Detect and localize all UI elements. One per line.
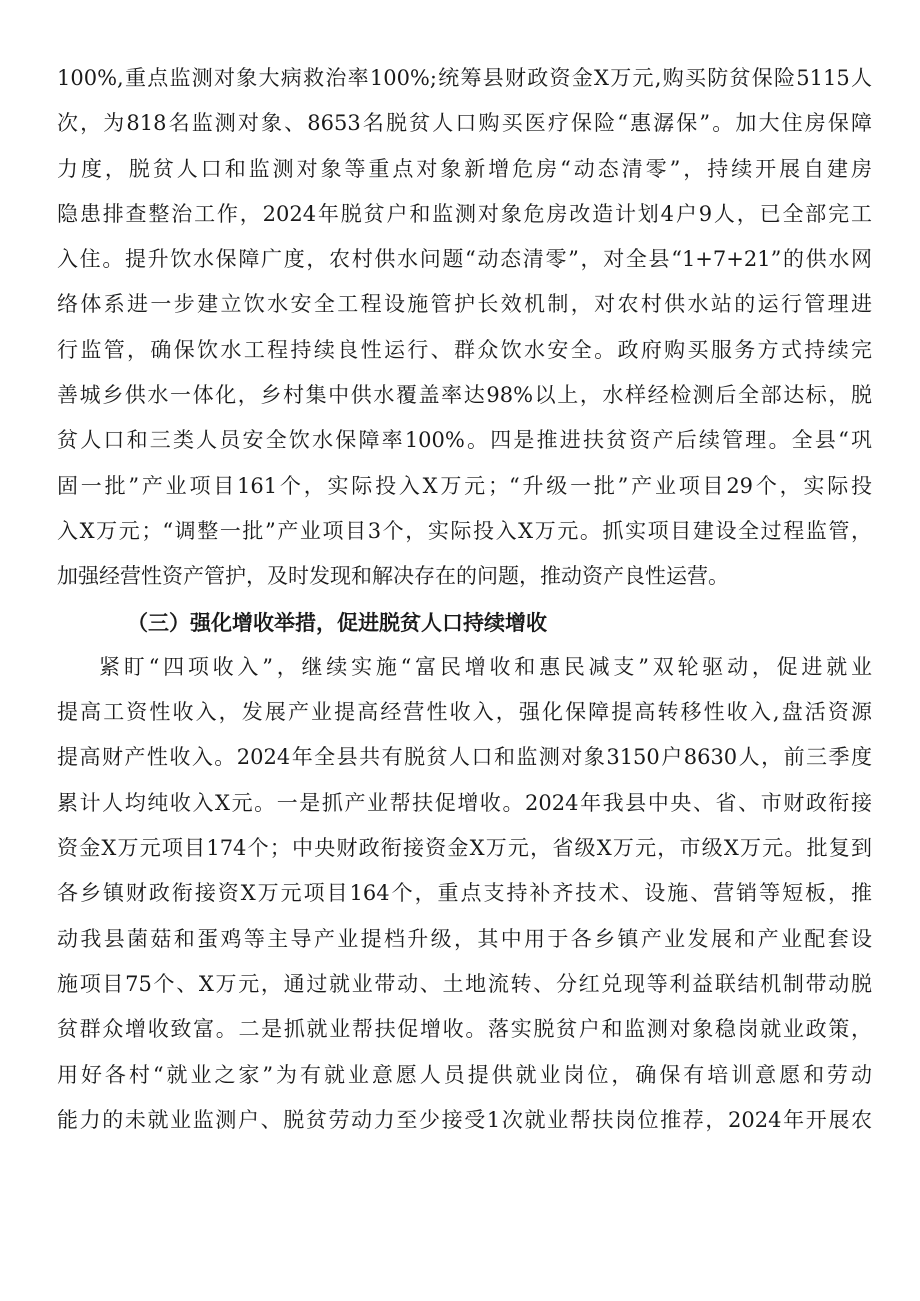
text-line: 资金X万元项目174个；中央财政衔接资金X万元，省级X万元，市级X万元。批复到 (57, 836, 872, 861)
text-line: 贫人口和三类人员安全饮水保障率100%。四是推进扶贫资产后续管理。全县“巩 (57, 428, 872, 453)
text-line: 固一批”产业项目161个，实际投入X万元；“升级一批”产业项目29个，实际投 (57, 473, 872, 498)
text-line: 累计人均纯收入X元。一是抓产业帮扶促增收。2024年我县中央、省、市财政衔接 (57, 790, 872, 815)
text-line: 各乡镇财政衔接资X万元项目164个，重点支持补齐技术、设施、营销等短板，推 (57, 881, 872, 906)
text-line: 行监管，确保饮水工程持续良性运行、群众饮水安全。政府购买服务方式持续完 (57, 337, 872, 362)
document-page (57, 56, 872, 1143)
text-line: 提高财产性收入。2024年全县共有脱贫人口和监测对象3150户8630人，前三季度 (57, 745, 872, 770)
section-heading (57, 600, 872, 645)
text-line: 贫群众增收致富。二是抓就业帮扶促增收。落实脱贫户和监测对象稳岗就业政策， (57, 1017, 872, 1042)
text-line: 力度，脱贫人口和监测对象等重点对象新增危房“动态清零”，持续开展自建房 (57, 156, 872, 181)
text-line: 络体系进一步建立饮水安全工程设施管护长效机制，对农村供水站的运行管理进 (57, 292, 872, 317)
text-line: 100%,重点监测对象大病救治率100%;统筹县财政资金X万元,购买防贫保险5115人 (57, 66, 872, 90)
paragraph-income-growth (57, 645, 872, 1143)
text-line: 提高工资性收入，发展产业提高经营性收入，强化保障提高转移性收入,盘活资源 (57, 700, 872, 725)
text-line: 能力的未就业监测户、脱贫劳动力至少接受1次就业帮扶岗位推荐，2024年开展农 (57, 1107, 872, 1132)
text-line: 入X万元；“调整一批”产业项目3个，实际投入X万元。抓实项目建设全过程监管， (57, 518, 872, 543)
text-line: 入住。提升饮水保障广度，农村供水问题“动态清零”，对全县“1+7+21”的供水网 (57, 247, 872, 272)
text-line: 动我县菌菇和蛋鸡等主导产业提档升级，其中用于各乡镇产业发展和产业配套设 (57, 926, 872, 951)
text-line: 善城乡供水一体化，乡村集中供水覆盖率达98%以上，水样经检测后全部达标，脱 (57, 383, 872, 408)
text-line: 用好各村“就业之家”为有就业意愿人员提供就业岗位，确保有培训意愿和劳动 (57, 1062, 872, 1087)
text-line: 次，为818名监测对象、8653名脱贫人口购买医疗保险“惠潺保”。加大住房保障 (57, 111, 872, 136)
text-line: 加强经营性资产管护，及时发现和解决存在的问题，推动资产良性运营。 (57, 564, 729, 589)
text-line: 紧盯“四项收入”，继续实施“富民增收和惠民减支”双轮驱动，促进就业 (99, 654, 872, 679)
heading-text: （三）强化增收举措，促进脱贫人口持续增收 (127, 609, 547, 635)
paragraph-poverty-assets (57, 56, 872, 600)
text-line: 隐患排查整治工作，2024年脱贫户和监测对象危房改造计划4户9人，已全部完工 (57, 201, 872, 226)
text-line: 施项目75个、X万元，通过就业带动、土地流转、分红兑现等利益联结机制带动脱 (57, 971, 872, 996)
